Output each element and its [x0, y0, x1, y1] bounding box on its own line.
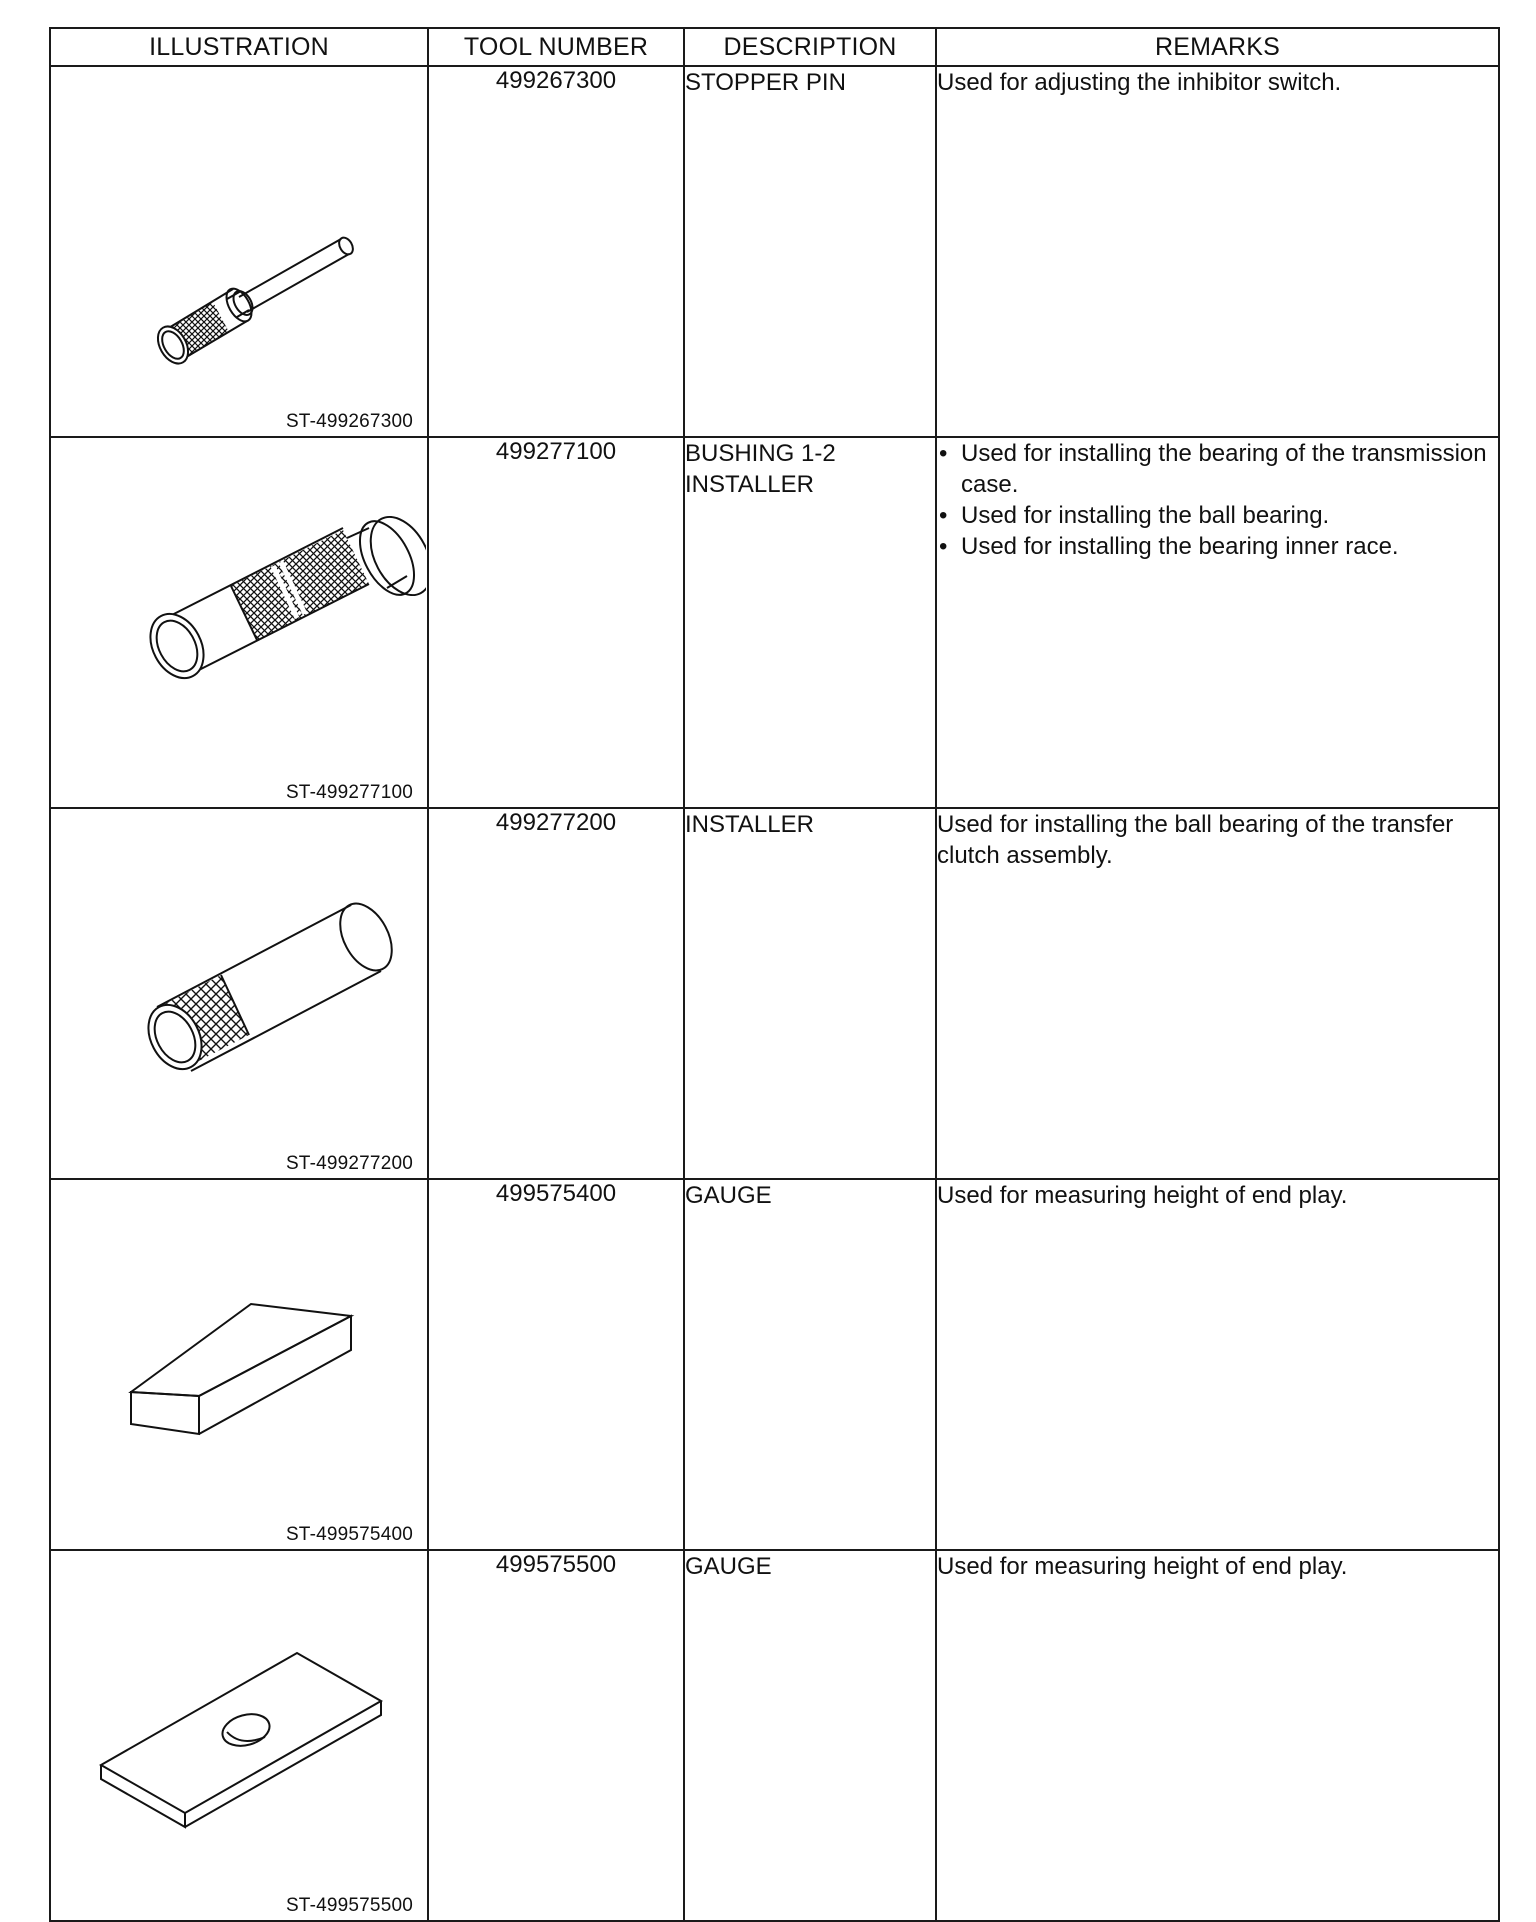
- remarks-list: [937, 438, 1498, 562]
- tool-number-cell: 499277100: [428, 437, 684, 808]
- description-cell: [684, 437, 936, 808]
- gauge-block-drawing: [51, 1180, 426, 1549]
- description-cell: INSTALLER: [684, 808, 936, 1179]
- special-tools-table: [49, 27, 1500, 1922]
- illustration-cell: [50, 808, 428, 1179]
- tool-number-cell: 499575400: [428, 1179, 684, 1550]
- table-row: [50, 66, 1499, 437]
- description-cell: GAUGE: [684, 1550, 936, 1921]
- remarks-bullet: • Used for installing the ball bearing.: [937, 500, 1498, 531]
- tool-number-cell: 499575500: [428, 1550, 684, 1921]
- remarks-cell: Used for installing the ball bearing of the transfer clutch assembly.: [936, 808, 1499, 1179]
- description-cell: GAUGE: [684, 1179, 936, 1550]
- tool-number-cell: 499267300: [428, 66, 684, 437]
- remarks-bullet: • Used for installing the bearing of the transmission case.: [937, 438, 1498, 500]
- illustration-cell: [50, 437, 428, 808]
- gauge-plate-drawing: [51, 1551, 426, 1920]
- header-tool-number: TOOL NUMBER: [428, 28, 684, 66]
- stopper-pin-drawing: [51, 67, 426, 436]
- remarks-bullet: • Used for installing the bearing inner race.: [937, 531, 1498, 562]
- header-row: [50, 28, 1499, 66]
- table-row: [50, 1550, 1499, 1921]
- remarks-cell: Used for adjusting the inhibitor switch.: [936, 66, 1499, 437]
- description-cell: STOPPER PIN: [684, 66, 936, 437]
- illustration-cell: [50, 1550, 428, 1921]
- table-row: [50, 1179, 1499, 1550]
- tool-number-cell: 499277200: [428, 808, 684, 1179]
- figure-label: ST-499277100: [285, 782, 413, 803]
- header-illustration: ILLUSTRATION: [50, 28, 428, 66]
- remarks-cell: Used for measuring height of end play.: [936, 1179, 1499, 1550]
- header-remarks: REMARKS: [936, 28, 1499, 66]
- table-row: [50, 808, 1499, 1179]
- illustration-cell: [50, 66, 428, 437]
- description-line: INSTALLER: [685, 471, 814, 498]
- table-row: [50, 437, 1499, 808]
- installer-drawing: [51, 809, 426, 1178]
- remarks-cell: [936, 437, 1499, 808]
- figure-label: ST-499575400: [285, 1524, 413, 1545]
- figure-label: ST-499267300: [285, 411, 413, 432]
- illustration-cell: [50, 1179, 428, 1550]
- figure-label: ST-499277200: [285, 1153, 413, 1174]
- bushing-installer-drawing: [51, 438, 426, 807]
- header-description: DESCRIPTION: [684, 28, 936, 66]
- figure-label: ST-499575500: [285, 1895, 413, 1916]
- remarks-cell: Used for measuring height of end play.: [936, 1550, 1499, 1921]
- description-line: BUSHING 1-2: [685, 440, 836, 467]
